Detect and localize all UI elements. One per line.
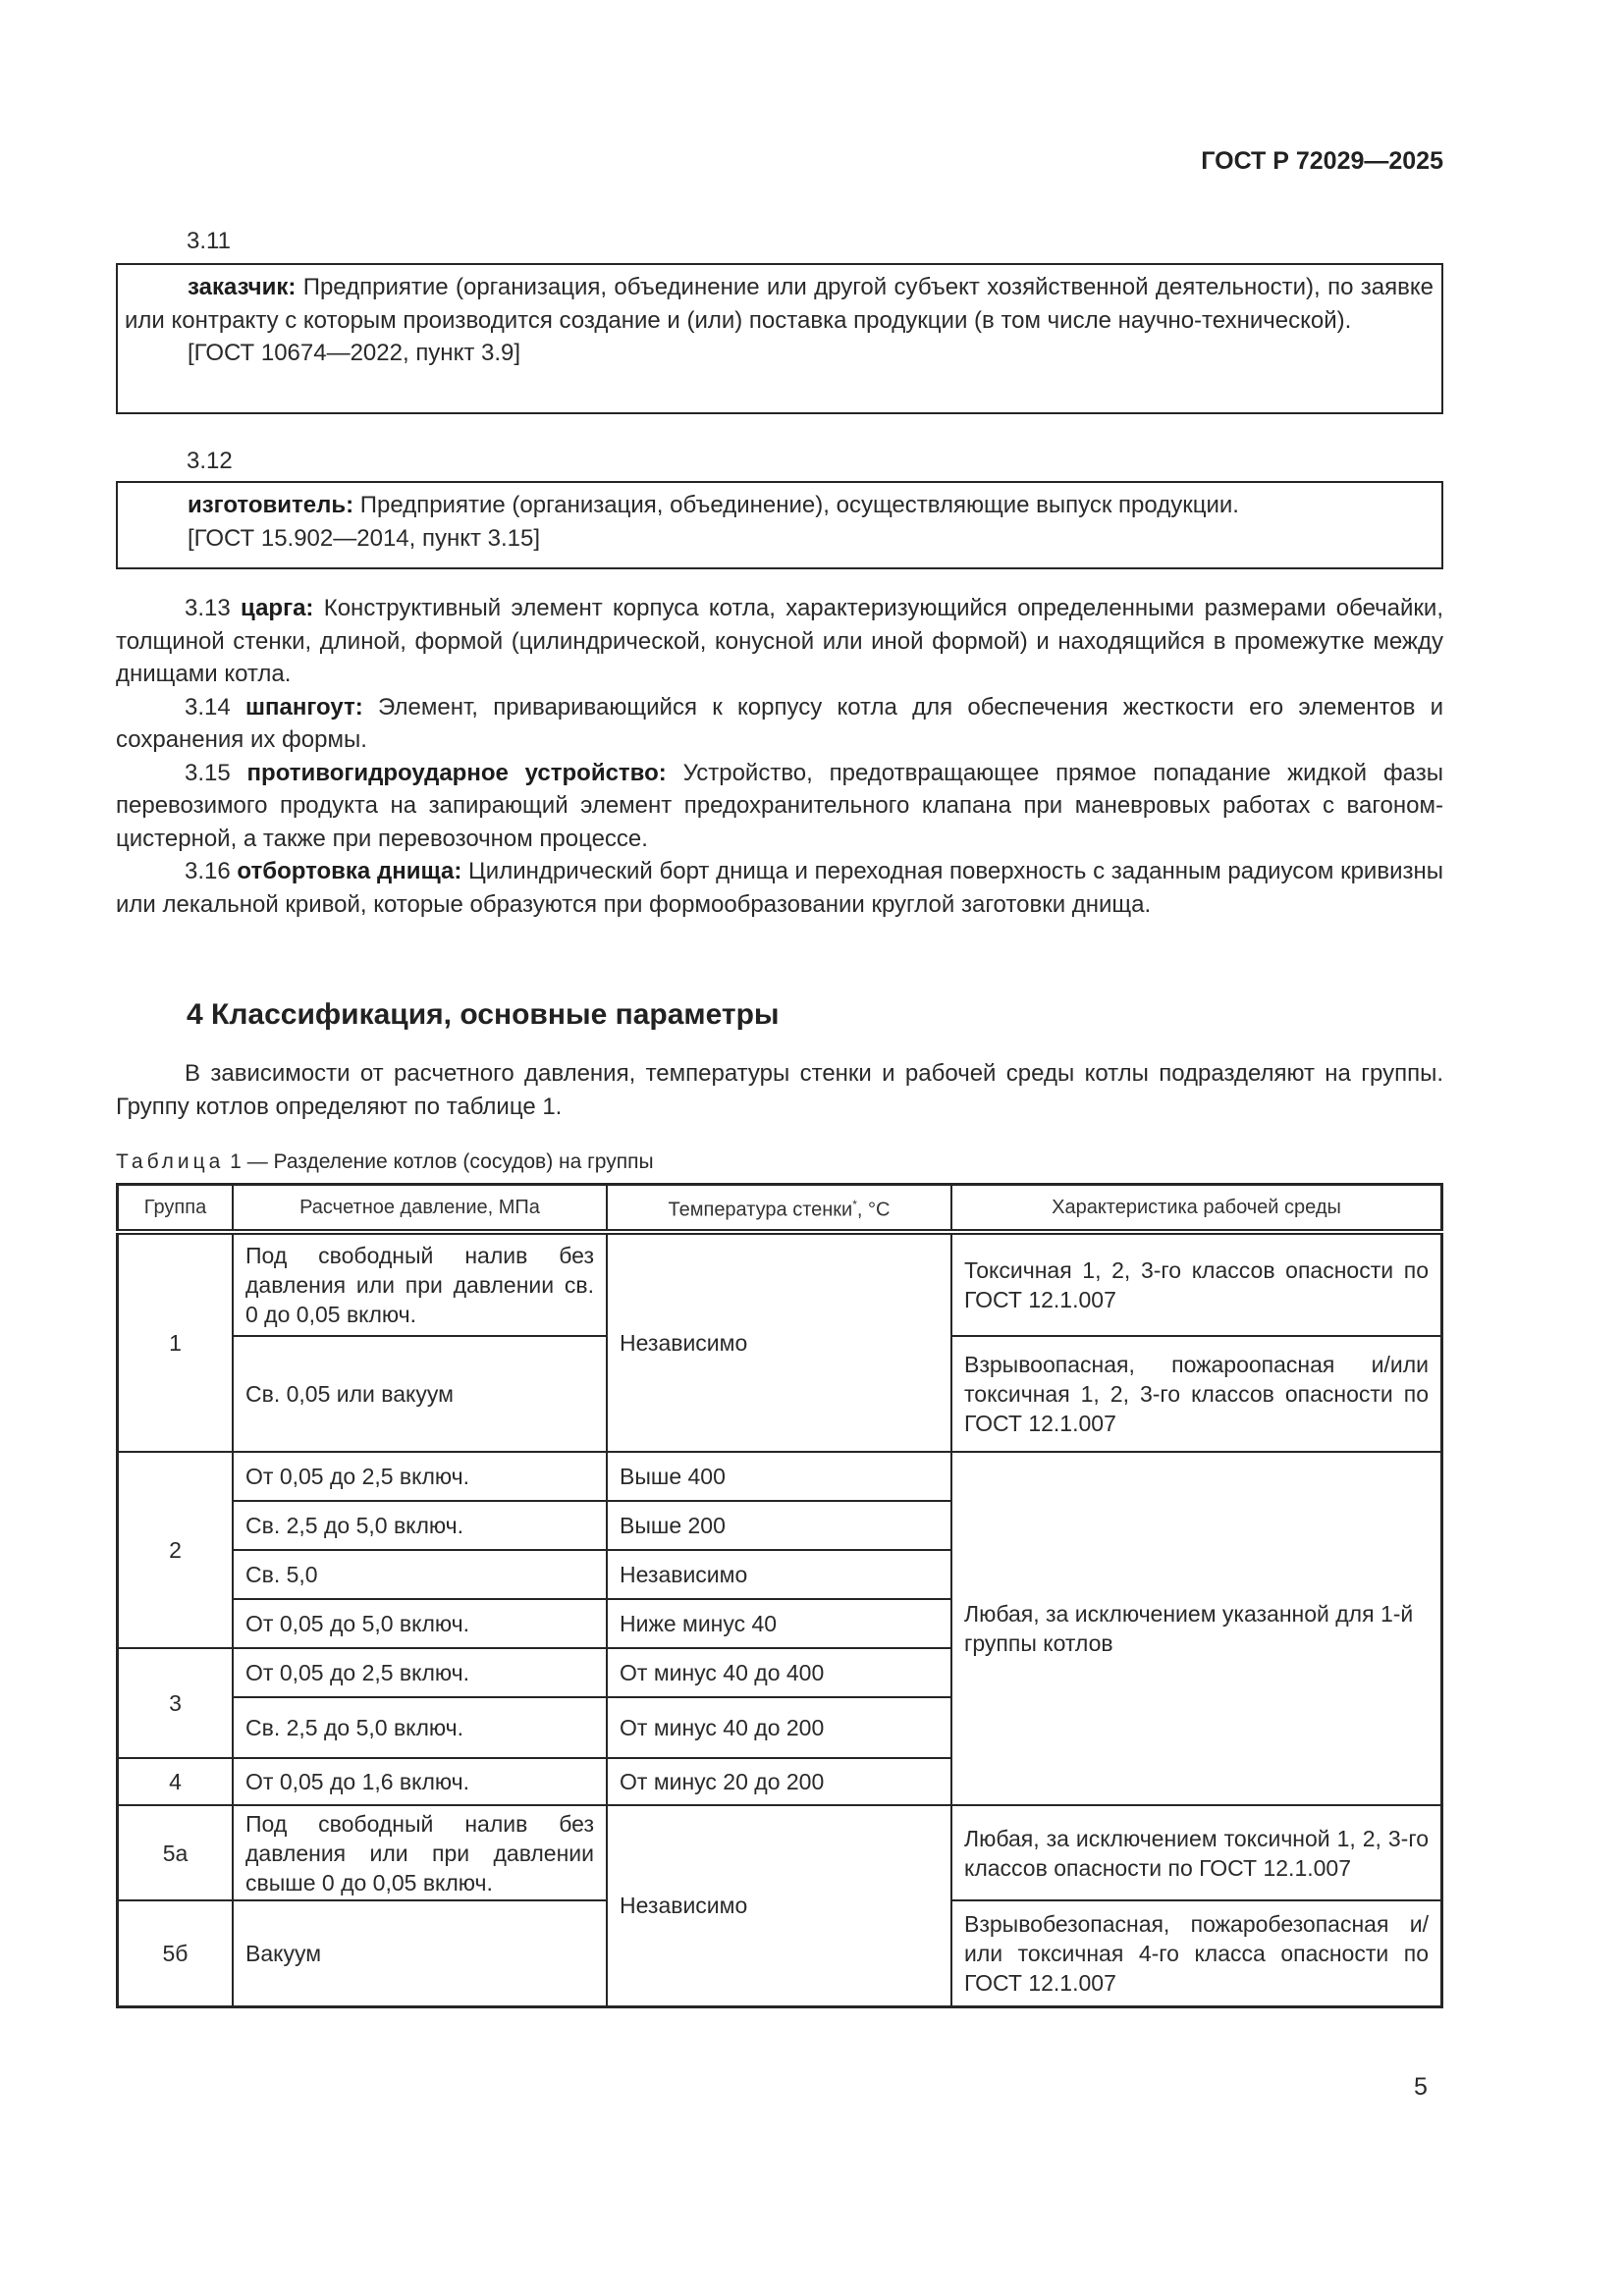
term-text: Конструктивный элемент корпуса котла, характеризующийся определенными размерами обечайки, толщиной стенки, длиной, формой (цилиндрической, конусной или иной формой) и находящийся в промежутке между днищами котла. (116, 595, 1443, 687)
cell-pressure: Св. 5,0 (233, 1550, 607, 1599)
cell-temperature: От минус 20 до 200 (607, 1758, 951, 1805)
cell-pressure: Вакуум (233, 1900, 607, 2006)
term-definition-box (116, 263, 1443, 414)
cell-temperature: От минус 40 до 400 (607, 1648, 951, 1697)
table-header-row (118, 1185, 1442, 1233)
term-number: 3.11 (187, 228, 231, 254)
term-paragraph (116, 757, 1443, 856)
cell-temperature: От минус 40 до 200 (607, 1697, 951, 1758)
cell-temperature: Независимо (607, 1232, 951, 1452)
cell-pressure: Под свободный налив без давления или при давлении св. 0 до 0,05 включ. (233, 1232, 607, 1336)
cell-pressure: Св. 0,05 или вакуум (233, 1336, 607, 1452)
term-name: заказчик: (188, 274, 297, 300)
cell-group: 3 (118, 1648, 234, 1758)
cell-group: 5б (118, 1900, 234, 2006)
term-name: изготовитель: (188, 492, 354, 518)
cell-pressure: От 0,05 до 2,5 включ. (233, 1648, 607, 1697)
col-header-group: Группа (118, 1185, 234, 1233)
term-paragraph (116, 691, 1443, 757)
temp-label: Температура стенки (668, 1199, 853, 1221)
section-intro (116, 1057, 1443, 1123)
term-text: Цилиндрический борт днища и переходная поверхность с заданным радиусом кривизны или лекальной кривой, которые образуются при формообразовании круглой заготовки днища. (116, 858, 1443, 918)
term-text: Устройство, предотвращающее прямое попадание жидкой фазы перевозимого продукта на запирающий элемент предохранительного клапана при маневровых работах с вагоном-цистерной, а также при перевозочном процессе. (116, 759, 1443, 852)
cell-medium: Токсичная 1, 2, 3-го классов опасности по ГОСТ 12.1.007 (951, 1232, 1442, 1336)
cell-group: 2 (118, 1452, 234, 1648)
intro-paragraph: В зависимости от расчетного давления, температуры стенки и рабочей среды котлы подразделяют на группы. Группу котлов определяют по таблице 1. (116, 1060, 1443, 1120)
term-source: [ГОСТ 15.902—2014, пункт 3.15] (188, 524, 541, 552)
cell-temperature: Выше 200 (607, 1501, 951, 1550)
col-header-temperature (607, 1185, 951, 1233)
table-row (118, 1452, 1442, 1501)
cell-pressure: Под свободный налив без давления или при давлении свыше 0 до 0,05 включ. (233, 1805, 607, 1900)
table-caption (116, 1150, 654, 1174)
term-number: 3.14 (185, 693, 245, 721)
cell-medium: Любая, за исключением токсичной 1, 2, 3-го классов опасности по ГОСТ 12.1.007 (951, 1805, 1442, 1900)
table-caption-label: Таблица (116, 1150, 225, 1173)
term-definition (125, 489, 1434, 522)
term-paragraph (116, 855, 1443, 921)
section-heading: 4 Классификация, основные параметры (187, 998, 780, 1031)
cell-medium: Взрывоопасная, пожароопасная и/или токсичная 1, 2, 3-го классов опасности по ГОСТ 12.1.007 (951, 1336, 1442, 1452)
cell-group: 5а (118, 1805, 234, 1900)
cell-pressure: От 0,05 до 5,0 включ. (233, 1599, 607, 1648)
term-name: шпангоут: (245, 693, 363, 721)
col-header-medium: Характеристика рабочей среды (951, 1185, 1442, 1233)
term-number: 3.15 (185, 759, 247, 786)
cell-pressure: От 0,05 до 1,6 включ. (233, 1758, 607, 1805)
term-name: отбортовка днища: (237, 858, 462, 884)
cell-pressure: Св. 2,5 до 5,0 включ. (233, 1501, 607, 1550)
term-text: Предприятие (организация, объединение), осуществляющие выпуск продукции. (353, 492, 1239, 518)
term-definition (125, 271, 1434, 337)
term-number: 3.13 (185, 595, 242, 621)
table-row (118, 1805, 1442, 1900)
page-number: 5 (1414, 2073, 1428, 2101)
cell-pressure: Св. 2,5 до 5,0 включ. (233, 1697, 607, 1758)
term-definition-box (116, 481, 1443, 569)
term-number: 3.16 (185, 858, 238, 884)
cell-group: 4 (118, 1758, 234, 1805)
term-text: Предприятие (организация, объединение или другой субъект хозяйственной деятельности), по заявке или контракту с которым производится создание и (или) поставка продукции (в том числе научно-технической). (125, 274, 1434, 334)
term-number: 3.12 (187, 448, 233, 474)
cell-temperature: Независимо (607, 1550, 951, 1599)
cell-temperature: Ниже минус 40 (607, 1599, 951, 1648)
cell-medium: Взрывобезопасная, пожаробезопасная и/или токсичная 4-го класса опасности по ГОСТ 12.1.007 (951, 1900, 1442, 2006)
temp-unit: , °С (856, 1199, 891, 1221)
table-caption-text: 1 — Разделение котлов (сосудов) на группы (224, 1150, 654, 1173)
term-paragraph (116, 592, 1443, 691)
term-name: царга: (241, 595, 314, 621)
cell-pressure: От 0,05 до 2,5 включ. (233, 1452, 607, 1501)
cell-group: 1 (118, 1232, 234, 1452)
term-source: [ГОСТ 10674—2022, пункт 3.9] (188, 340, 521, 366)
term-name: противогидроударное устройство: (246, 759, 667, 786)
table-row (118, 1232, 1442, 1336)
boiler-groups-table (116, 1183, 1443, 2008)
term-text: Элемент, приваривающийся к корпусу котла для обеспечения жесткости его элементов и сохранения их формы. (116, 693, 1443, 753)
cell-temperature: Выше 400 (607, 1452, 951, 1501)
term-list (116, 592, 1443, 921)
cell-medium: Любая, за исключением указанной для 1-й группы котлов (951, 1452, 1442, 1805)
footnote-mark: * (852, 1198, 857, 1212)
document-designation: ГОСТ Р 72029—2025 (1201, 147, 1443, 175)
cell-temperature: Независимо (607, 1805, 951, 2006)
col-header-pressure: Расчетное давление, МПа (233, 1185, 607, 1233)
